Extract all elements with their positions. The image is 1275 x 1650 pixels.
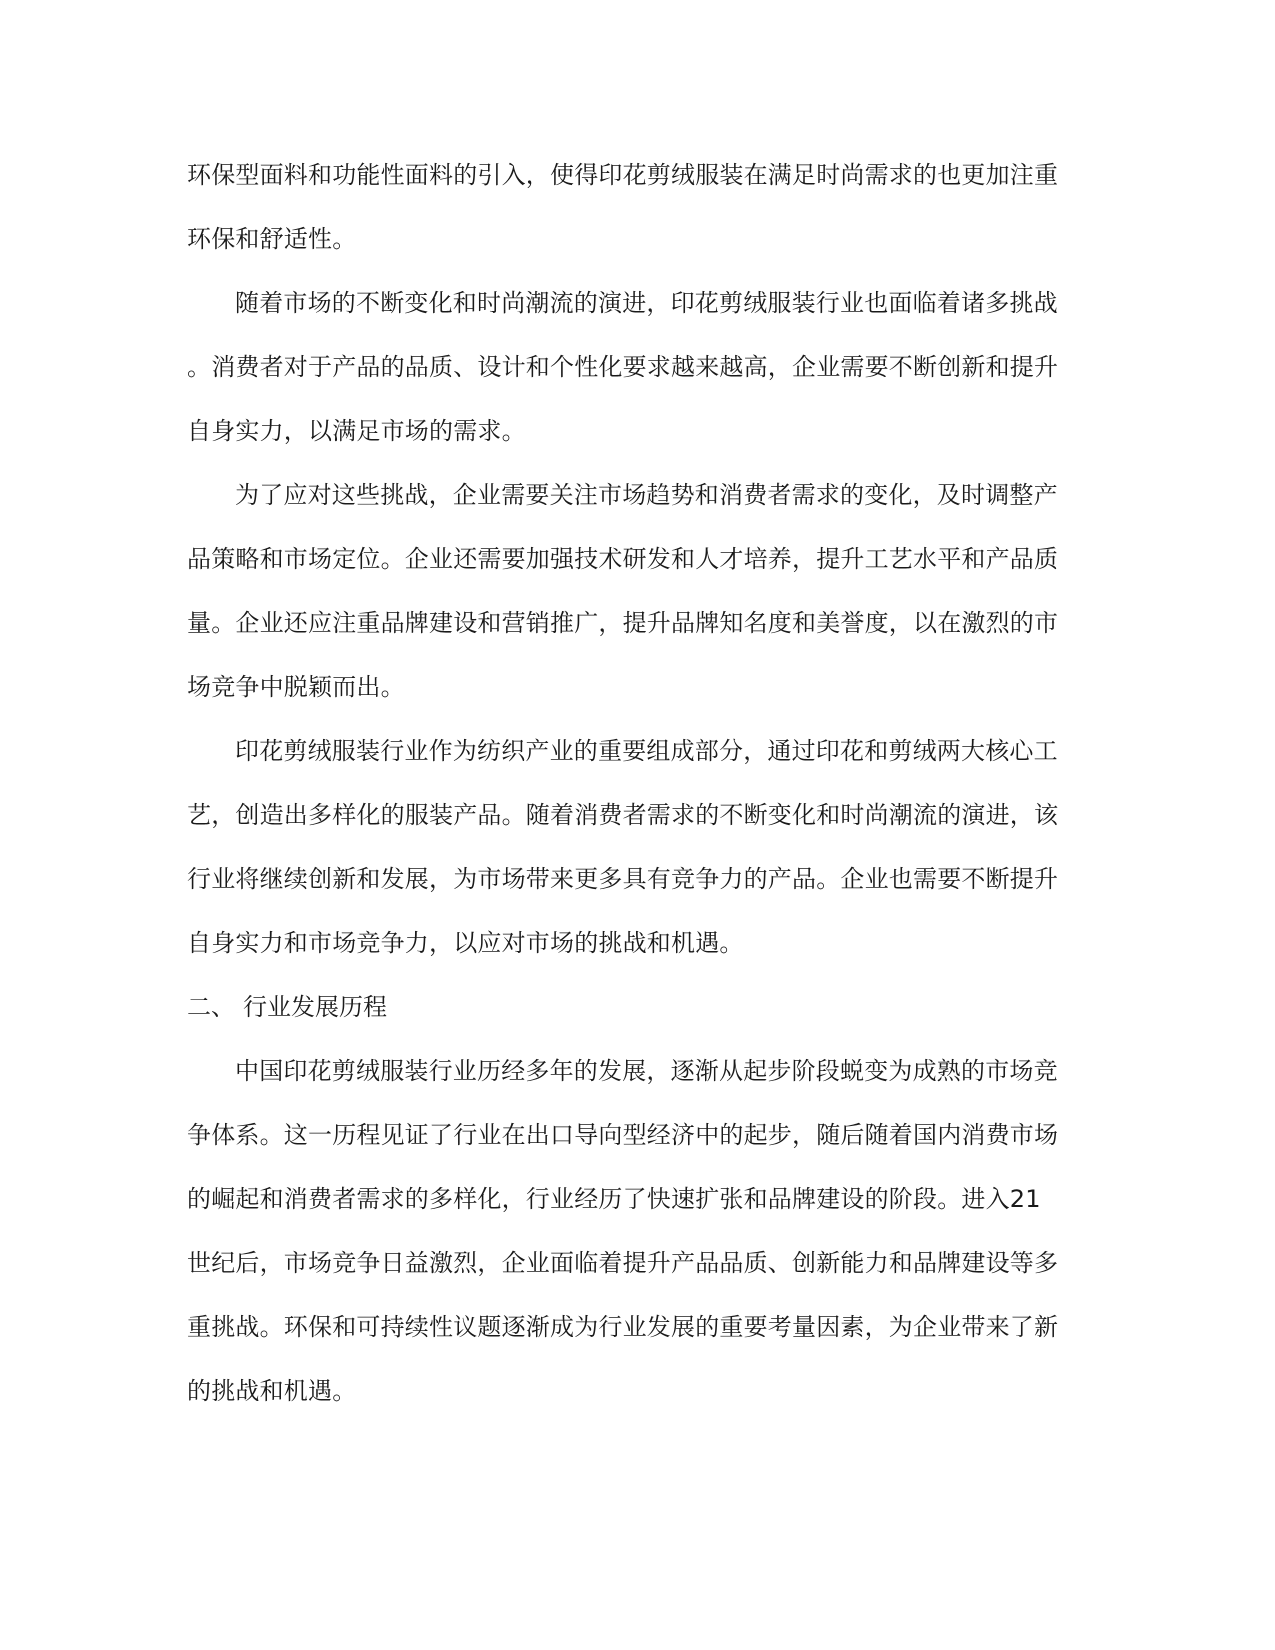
text-line: 的崛起和消费者需求的多样化，行业经历了快速扩张和品牌建设的阶段。进入21 — [187, 1185, 1041, 1213]
text-line: 印花剪绒服装行业作为纺织产业的重要组成部分，通过印花和剪绒两大核心工 — [235, 737, 1058, 765]
text-line: 。消费者对于产品的品质、设计和个性化要求越来越高，企业需要不断创新和提升 — [187, 353, 1059, 381]
text-line: 行业将继续创新和发展，为市场带来更多具有竞争力的产品。企业也需要不断提升 — [187, 865, 1059, 893]
text-line: 世纪后，市场竞争日益激烈，企业面临着提升产品品质、创新能力和品牌建设等多 — [187, 1249, 1059, 1277]
paragraph — [187, 719, 1087, 975]
paragraph — [187, 271, 1087, 463]
text-line: 争体系。这一历程见证了行业在出口导向型经济中的起步，随后随着国内消费市场 — [187, 1121, 1059, 1149]
text-line: 中国印花剪绒服装行业历经多年的发展，逐渐从起步阶段蜕变为成熟的市场竞 — [235, 1057, 1058, 1085]
text-line: 自身实力，以满足市场的需求。 — [187, 417, 526, 445]
document-page — [187, 143, 1087, 1423]
text-line: 艺，创造出多样化的服装产品。随着消费者需求的不断变化和时尚潮流的演进，该 — [187, 801, 1059, 829]
text-line: 量。企业还应注重品牌建设和营销推广，提升品牌知名度和美誉度，以在激烈的市 — [187, 609, 1059, 637]
paragraph — [187, 1039, 1087, 1423]
text-line: 品策略和市场定位。企业还需要加强技术研发和人才培养，提升工艺水平和产品质 — [187, 545, 1059, 573]
section-number: 二、 — [187, 993, 235, 1021]
paragraph — [187, 143, 1087, 271]
text-line: 环保型面料和功能性面料的引入，使得印花剪绒服装在满足时尚需求的也更加注重 — [187, 161, 1059, 189]
text-line: 为了应对这些挑战，企业需要关注市场趋势和消费者需求的变化，及时调整产 — [235, 481, 1058, 509]
text-line: 的挑战和机遇。 — [187, 1377, 357, 1405]
section-title: 行业发展历程 — [243, 993, 387, 1021]
text-line: 随着市场的不断变化和时尚潮流的演进，印花剪绒服装行业也面临着诸多挑战 — [235, 289, 1058, 317]
text-line: 场竞争中脱颖而出。 — [187, 673, 405, 701]
text-line: 环保和舒适性。 — [187, 225, 357, 253]
text-line: 自身实力和市场竞争力，以应对市场的挑战和机遇。 — [187, 929, 744, 957]
text-line: 重挑战。环保和可持续性议题逐渐成为行业发展的重要考量因素，为企业带来了新 — [187, 1313, 1059, 1341]
paragraph — [187, 463, 1087, 719]
section-heading — [187, 975, 1087, 1039]
